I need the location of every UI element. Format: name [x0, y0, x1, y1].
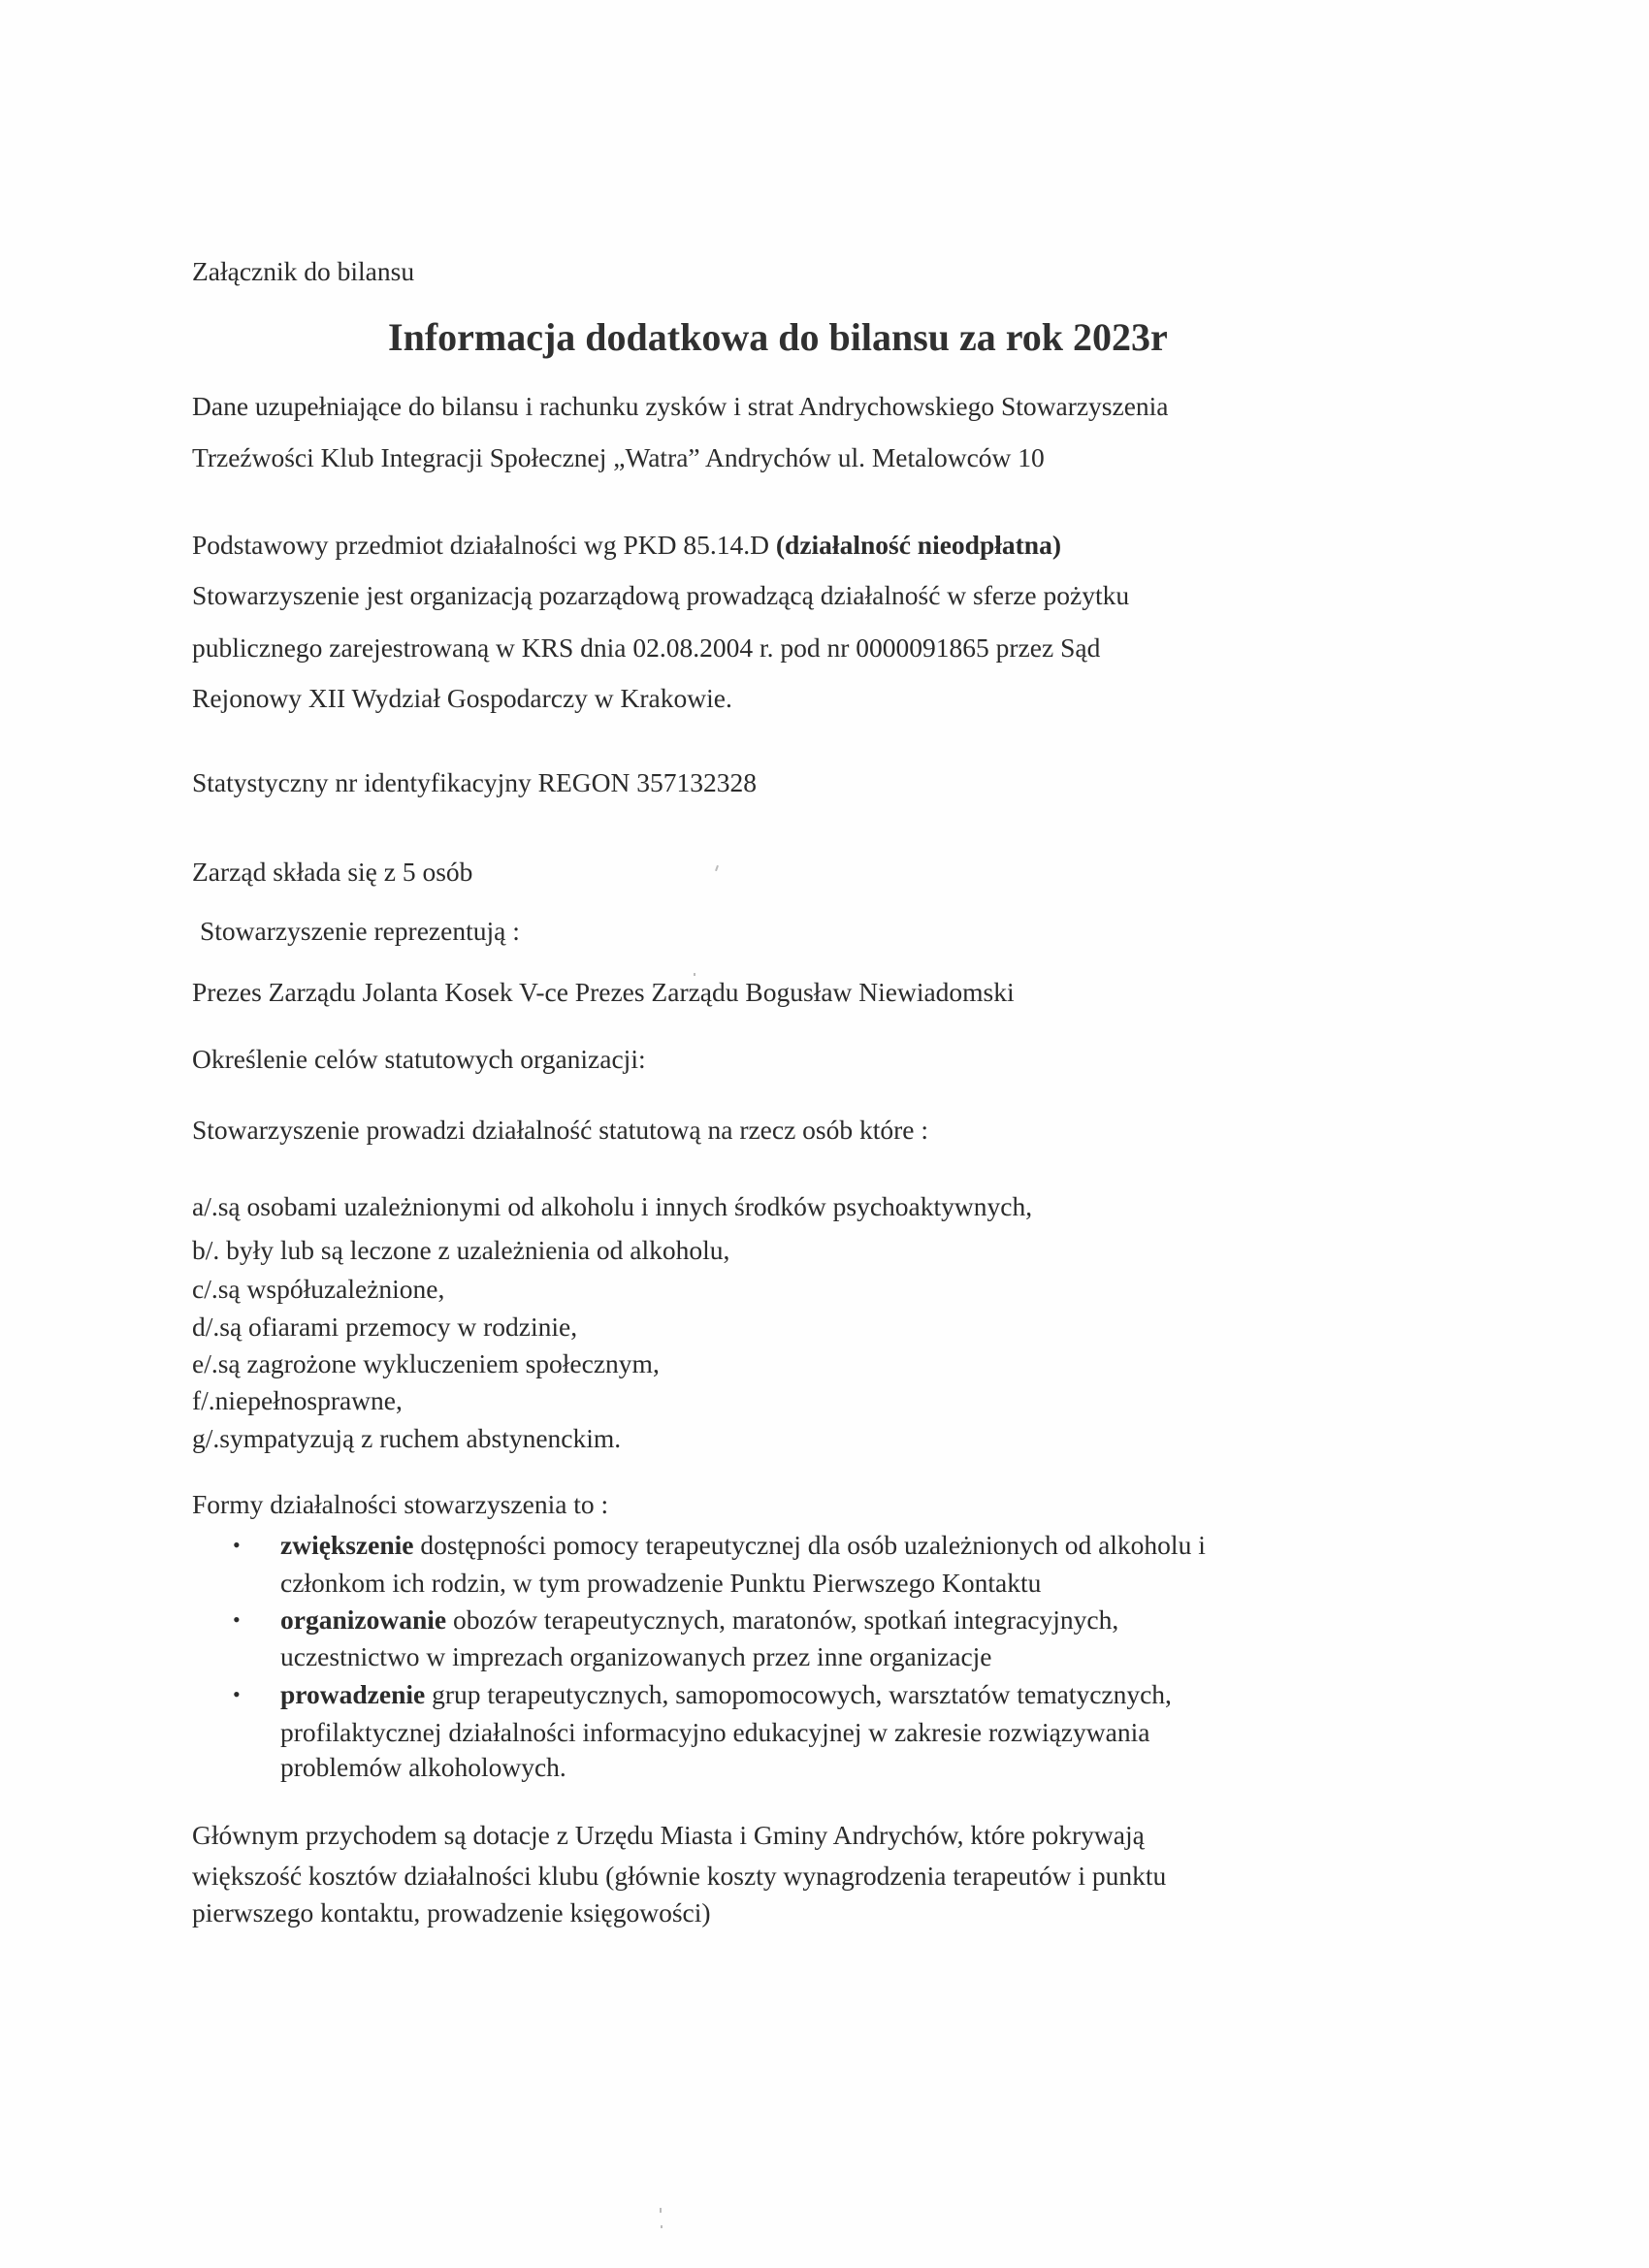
form-item-3-line-1: [280, 1680, 1172, 1709]
form-item-text: obozów terapeutycznych, maratonów, spotkań integracyjnych,: [446, 1604, 1119, 1635]
board-size: Zarząd składa się z 5 osób: [192, 857, 473, 887]
form-item-text: dostępności pomocy terapeutycznej dla osób uzależnionych od alkoholu i: [413, 1530, 1206, 1560]
goal-item: c/.są współuzależnione,: [192, 1274, 445, 1304]
form-item-2-line-1: [280, 1605, 1118, 1635]
form-item-text: grup terapeutycznych, samopomocowych, warsztatów tematycznych,: [425, 1679, 1172, 1709]
income-line-1: Głównym przychodem są dotacje z Urzędu Miasta i Gminy Andrychów, które pokrywają: [192, 1820, 1145, 1850]
representation-label: Stowarzyszenie reprezentują :: [200, 916, 520, 946]
goals-heading: Określenie celów statutowych organizacji:: [192, 1044, 646, 1074]
goals-intro: Stowarzyszenie prowadzi działalność statutową na rzecz osób które :: [192, 1115, 929, 1145]
document-title: Informacja dodatkowa do bilansu za rok 2023r: [388, 315, 1168, 359]
intro-line-2: Trzeźwości Klub Integracji Społecznej „Watra” Andrychów ul. Metalowców 10: [192, 442, 1045, 472]
regon-line: Statystyczny nr identyfikacyjny REGON 357132328: [192, 767, 757, 797]
forms-heading: Formy działalności stowarzyszenia to :: [192, 1489, 609, 1519]
form-item-1-line-1: [280, 1531, 1206, 1560]
scan-speck: [694, 973, 695, 976]
bullet-icon: •: [233, 1533, 241, 1557]
scan-speck: [661, 2225, 663, 2228]
goal-item: e/.są zagrożone wykluczeniem społecznym,: [192, 1348, 660, 1378]
form-item-3-line-3: problemów alkoholowych.: [280, 1752, 566, 1782]
pkd-text: Podstawowy przedmiot działalności wg PKD 85.14.D: [192, 530, 776, 560]
pkd-line: [192, 531, 1061, 560]
registration-line-1: Stowarzyszenie jest organizacją pozarządową prowadzącą działalność w sferze pożytku: [192, 580, 1130, 610]
scan-speck: [715, 865, 719, 871]
pkd-bold-note: (działalność nieodpłatna): [775, 530, 1062, 560]
representatives: Prezes Zarządu Jolanta Kosek V-ce Prezes Zarządu Bogusław Niewiadomski: [192, 977, 1015, 1007]
income-line-2: większość kosztów działalności klubu (głównie koszty wynagrodzenia terapeutów i punktu: [192, 1861, 1167, 1891]
goal-item: d/.są ofiarami przemocy w rodzinie,: [192, 1312, 578, 1342]
form-item-3-line-2: profilaktycznej działalności informacyjno edukacyjnej w zakresie rozwiązywania: [280, 1717, 1150, 1747]
form-item-2-line-2: uczestnictwo w imprezach organizowanych przez inne organizacje: [280, 1641, 992, 1671]
registration-line-2: publicznego zarejestrowaną w KRS dnia 02.08.2004 r. pod nr 0000091865 przez Sąd: [192, 632, 1101, 663]
goal-item: b/. były lub są leczone z uzależnienia od alkoholu,: [192, 1235, 730, 1265]
form-item-keyword: organizowanie: [280, 1604, 447, 1635]
form-item-keyword: prowadzenie: [280, 1679, 426, 1709]
income-line-3: pierwszego kontaktu, prowadzenie księgowości): [192, 1897, 711, 1928]
goal-item: g/.sympatyzują z ruchem abstynenckim.: [192, 1423, 622, 1453]
goal-item: a/.są osobami uzależnionymi od alkoholu i innych środków psychoaktywnych,: [192, 1191, 1033, 1221]
bullet-icon: •: [233, 1607, 241, 1632]
registration-line-3: Rejonowy XII Wydział Gospodarczy w Krakowie.: [192, 683, 732, 713]
form-item-1-line-2: członkom ich rodzin, w tym prowadzenie Punktu Pierwszego Kontaktu: [280, 1568, 1042, 1598]
bullet-icon: •: [233, 1682, 241, 1706]
intro-line-1: Dane uzupełniające do bilansu i rachunku zysków i strat Andrychowskiego Stowarzyszenia: [192, 391, 1169, 421]
form-item-keyword: zwiększenie: [280, 1530, 414, 1560]
attachment-label: Załącznik do bilansu: [192, 256, 415, 286]
goal-item: f/.niepełnosprawne,: [192, 1385, 403, 1415]
scan-speck: [660, 2208, 662, 2213]
